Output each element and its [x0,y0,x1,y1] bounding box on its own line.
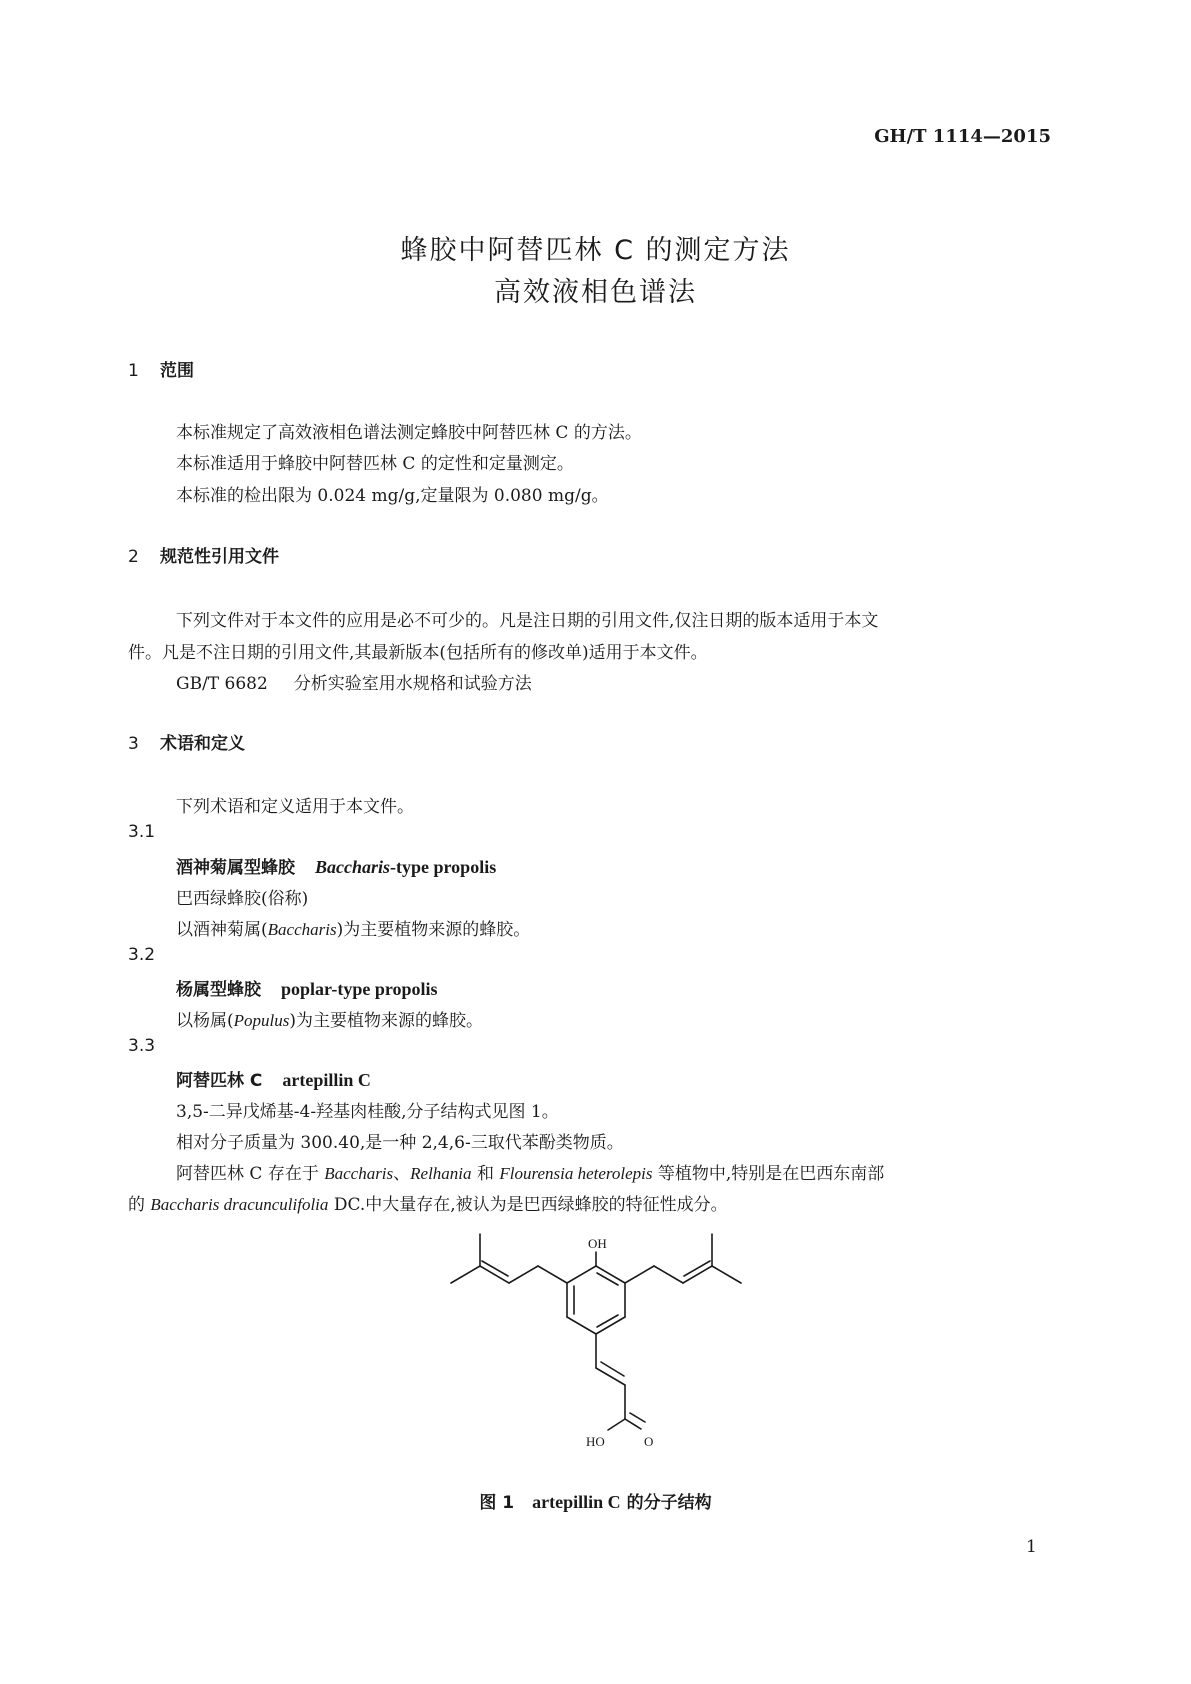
section-number: 3 [128,734,139,754]
paragraph: 本标准的检出限为 0.024 mg/g,定量限为 0.080 mg/g。 [176,486,609,506]
bond [509,1266,538,1283]
paragraph: 下列术语和定义适用于本文件。 [176,797,414,817]
term-definition: 阿替匹林 C 存在于 Baccharis、Relhania 和 Flourensia heterolepis 等植物中,特别是在巴西东南部 [176,1164,885,1184]
term-cn: 阿替匹林 C [176,1071,263,1091]
paragraph: 本标准适用于蜂胶中阿替匹林 C 的定性和定量测定。 [176,454,574,474]
double-bond [482,1261,508,1276]
page-number: 1 [1026,1537,1037,1557]
double-bond [597,1315,618,1327]
term-number: 3.1 [128,822,156,842]
paragraph: 件。凡是不注日期的引用文件,其最新版本(包括所有的修改单)适用于本文件。 [128,643,708,663]
section-title: 术语和定义 [160,734,245,754]
bond [712,1266,741,1283]
term-cn: 杨属型蜂胶 [176,980,261,1000]
term-en: Baccharis-type propolis [315,857,497,877]
oh-label: OH [588,1236,607,1251]
term-cn: 酒神菊属型蜂胶 [176,858,295,878]
double-bond [601,1362,624,1376]
paragraph: 下列文件对于本文件的应用是必不可少的。凡是注日期的引用文件,仅注日期的版本适用于本文 [176,611,879,631]
double-bond [684,1261,710,1276]
bond [625,1266,654,1283]
term-number: 3.3 [128,1036,156,1056]
section-number: 2 [128,547,139,567]
term-definition: 以酒神菊属(Baccharis)为主要植物来源的蜂胶。 [176,920,531,940]
term-definition: 3,5-二异戊烯基-4-羟基肉桂酸,分子结构式见图 1。 [176,1102,559,1122]
bond [596,1368,625,1385]
section-title: 范围 [160,361,194,381]
paragraph: 本标准规定了高效液相色谱法测定蜂胶中阿替匹林 C 的方法。 [176,423,642,443]
page-title-line1: 蜂胶中阿替匹林 C 的测定方法 [400,235,791,266]
term-number: 3.2 [128,945,156,965]
bond [538,1266,567,1283]
double-bond [597,1273,618,1285]
figure-caption: 图 1 artepillin C 的分子结构 [479,1492,712,1513]
term-definition: 相对分子质量为 300.40,是一种 2,4,6-三取代苯酚类物质。 [176,1133,624,1153]
section-title: 规范性引用文件 [160,547,279,567]
term-definition: 的 Baccharis dracunculifolia DC.中大量存在,被认为是巴西绿蜂胶的特征性成分。 [128,1195,728,1215]
bond [567,1317,596,1334]
reference-code: GB/T 6682 [176,674,268,694]
term-en: poplar-type propolis [281,979,438,999]
term-alias: 巴西绿蜂胶(俗称) [176,889,309,909]
bond [567,1266,596,1283]
term-definition: 以杨属(Populus)为主要植物来源的蜂胶。 [176,1011,484,1031]
ho-label: HO [586,1434,605,1449]
standard-code: GH/T 1114—2015 [874,126,1051,147]
bond [625,1419,641,1429]
reference-title: 分析实验室用水规格和试验方法 [293,674,532,694]
o-label: O [644,1434,654,1449]
bond [451,1266,480,1283]
page-title-line2: 高效液相色谱法 [494,277,697,308]
double-bond [630,1413,645,1422]
section-number: 1 [128,361,139,381]
term-en: artepillin C [282,1070,371,1090]
bond [608,1419,625,1430]
bond [654,1266,683,1283]
